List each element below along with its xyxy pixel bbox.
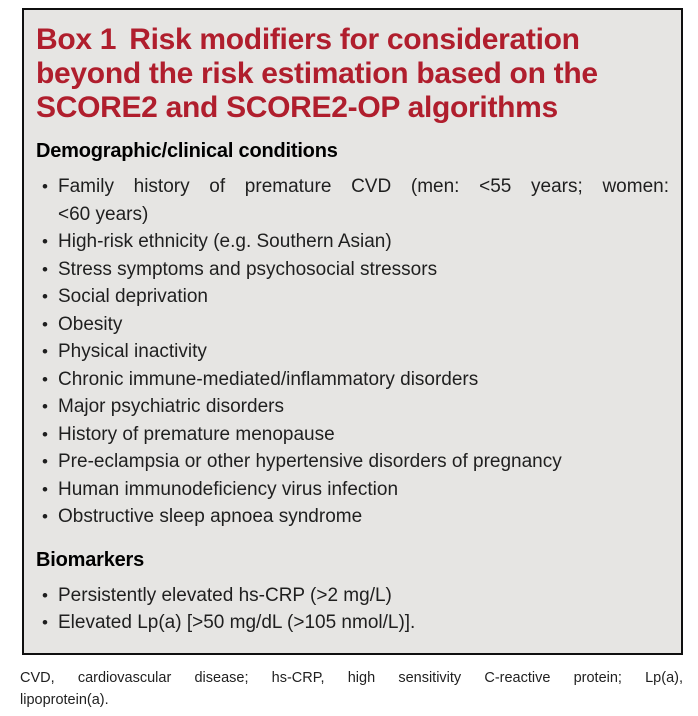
demographic-clinical-list (36, 173, 669, 531)
footnote-line-2: lipoprotein(a). (20, 691, 109, 708)
list-item: • High-risk ethnicity (e.g. Southern Asian) (58, 228, 669, 256)
box-title-line-2: beyond the risk estimation based on the (36, 57, 598, 90)
list-item: • Persistently elevated hs-CRP (>2 mg/L) (58, 582, 669, 610)
box-title-text: Risk modifiers for consideration (129, 23, 580, 56)
list-item: • Physical inactivity (58, 338, 669, 366)
box-title (36, 23, 669, 125)
list-item: • Stress symptoms and psychosocial stressors (58, 256, 669, 284)
section-heading-biomarkers: Biomarkers (36, 548, 145, 571)
list-item: • History of premature menopause (58, 421, 669, 449)
list-item: • Elevated Lp(a) [>50 mg/dL (>105 nmol/L)]. (58, 609, 669, 637)
list-item: • Obesity (58, 311, 669, 339)
list-item (58, 173, 669, 228)
list-item: • Obstructive sleep apnoea syndrome (58, 503, 669, 531)
box-title-line-1 (36, 23, 669, 57)
footnote-line-1: CVD, cardiovascular disease; hs-CRP, high sensitivity C-reactive protein; Lp(a), (20, 669, 683, 686)
list-item: • Human immunodeficiency virus infection (58, 476, 669, 504)
box-1-panel (22, 8, 683, 655)
list-item-text-continued: <60 years) (58, 203, 149, 225)
abbreviations-footnote (20, 667, 683, 711)
biomarkers-list (36, 582, 669, 637)
list-item: • Major psychiatric disorders (58, 393, 669, 421)
list-item-text: • Family history of premature CVD (men: <55 years; women: (58, 176, 669, 197)
list-item: • Chronic immune-mediated/inflammatory disorders (58, 366, 669, 394)
box-number-label: Box 1 (36, 23, 117, 56)
section-heading-demographic-clinical: Demographic/clinical conditions (36, 140, 338, 162)
list-item: • Social deprivation (58, 283, 669, 311)
list-item: • Pre-eclampsia or other hypertensive disorders of pregnancy (58, 448, 669, 476)
box-title-line-3: SCORE2 and SCORE2-OP algorithms (36, 91, 558, 124)
